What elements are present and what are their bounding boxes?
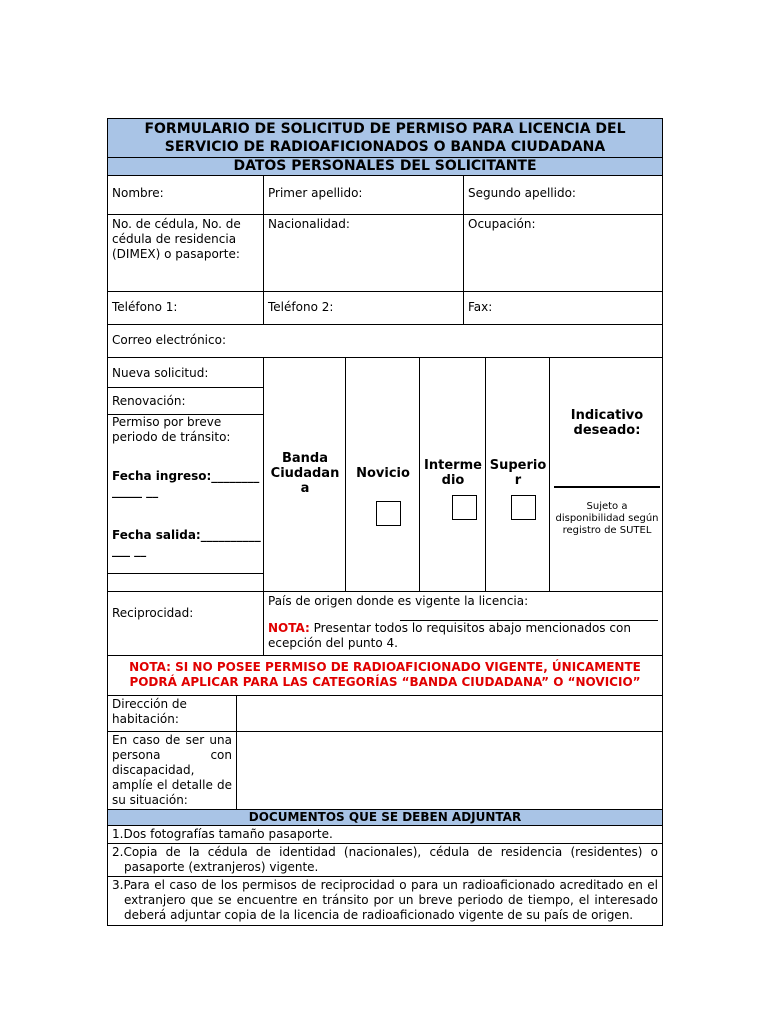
row-reciprocidad	[107, 592, 663, 656]
ocupacion-field[interactable]: Ocupación:	[468, 217, 536, 231]
nota-text: Presentar todos lo requisitos abajo mencionados con ecepción del punto 4.	[268, 621, 631, 650]
row-phones	[107, 292, 663, 325]
row-discapacidad	[107, 732, 663, 810]
section-personal-header: DATOS PERSONALES DEL SOLICITANTE	[107, 157, 663, 176]
cat-banda-ciudadana: Banda Ciudadan a	[270, 451, 340, 496]
row-names	[107, 176, 663, 215]
permiso-breve-label[interactable]: Permiso por breve periodo de tránsito:	[112, 415, 231, 444]
fax-field[interactable]: Fax:	[468, 300, 493, 314]
cedula-field[interactable]: No. de cédula, No. de cédula de residencia (DIMEX) o pasaporte:	[108, 215, 264, 291]
direccion-label: Dirección de habitación:	[108, 696, 237, 731]
pais-origen-line[interactable]	[400, 620, 658, 621]
form-title: FORMULARIO DE SOLICITUD DE PERMISO PARA LICENCIA DEL SERVICIO DE RADIOAFICIONADOS O BANDA CIUDADANA	[107, 118, 663, 157]
reciprocidad-label[interactable]: Reciprocidad:	[108, 592, 264, 655]
indicativo-line[interactable]	[554, 486, 660, 488]
nacionalidad-field[interactable]: Nacionalidad:	[264, 215, 464, 291]
cat-novicio: Novicio	[356, 466, 410, 481]
permit-form	[107, 118, 663, 926]
novicio-checkbox[interactable]	[376, 501, 401, 526]
direccion-input[interactable]	[237, 696, 662, 731]
sujeto-note: Sujeto a disponibilidad según registro de SUTEL	[555, 501, 659, 536]
nota-red-warning: NOTA: SI NO POSEE PERMISO DE RADIOAFICIONADO VIGENTE, ÚNICAMENTE PODRÁ APLICAR PARA LAS CATEGORÍAS “BANDA CIUDADANA” O “NOVICIO”	[107, 656, 663, 696]
row-email	[107, 325, 663, 358]
intermedio-checkbox[interactable]	[452, 495, 477, 520]
docs-list	[107, 826, 663, 926]
row-direccion	[107, 696, 663, 732]
renovacion-label[interactable]: Renovación:	[112, 394, 186, 408]
section-docs-header: DOCUMENTOS QUE SE DEBEN ADJUNTAR	[107, 810, 663, 826]
indicativo-label: Indicativo deseado:	[570, 408, 644, 438]
discapacidad-input[interactable]	[237, 732, 662, 809]
solicitud-section	[107, 358, 663, 592]
fecha-salida-field[interactable]: Fecha salida:_____________ __	[112, 528, 261, 557]
nota-label: NOTA:	[268, 621, 310, 635]
doc-item-1: 1.Dos fotografías tamaño pasaporte.	[108, 826, 662, 844]
nueva-solicitud-label[interactable]: Nueva solicitud:	[112, 366, 209, 380]
telefono2-field[interactable]: Teléfono 2:	[264, 292, 464, 324]
segundo-apellido-field[interactable]: Segundo apellido:	[468, 186, 576, 200]
discapacidad-label: En caso de ser una persona con discapacidad, amplíe el detalle de su situación:	[108, 732, 237, 809]
row-id	[107, 215, 663, 292]
doc-item-2: 2.Copia de la cédula de identidad (nacionales), cédula de residencia (residentes) o pasaporte (extranjeros) vigente.	[108, 844, 662, 877]
primer-apellido-field[interactable]: Primer apellido:	[264, 176, 464, 214]
cat-intermedio: Interme dio	[424, 458, 482, 488]
superior-checkbox[interactable]	[511, 495, 536, 520]
correo-field[interactable]: Correo electrónico:	[112, 333, 226, 347]
cat-superior: Superio r	[489, 458, 547, 488]
fecha-ingreso-field[interactable]: Fecha ingreso:_____________ __	[112, 469, 260, 498]
nombre-field[interactable]: Nombre:	[108, 176, 264, 214]
doc-item-3: 3.Para el caso de los permisos de reciprocidad o para un radioaficionado acreditado en el extranjero que se encuentre en tránsito por un breve periodo de tiempo, el interesado deberá adjuntar copia de la licencia de radioaficionado vigente de su país de origen.	[112, 878, 658, 922]
telefono1-field[interactable]: Teléfono 1:	[108, 292, 264, 324]
pais-origen-label: País de origen donde es vigente la licencia:	[268, 594, 529, 608]
